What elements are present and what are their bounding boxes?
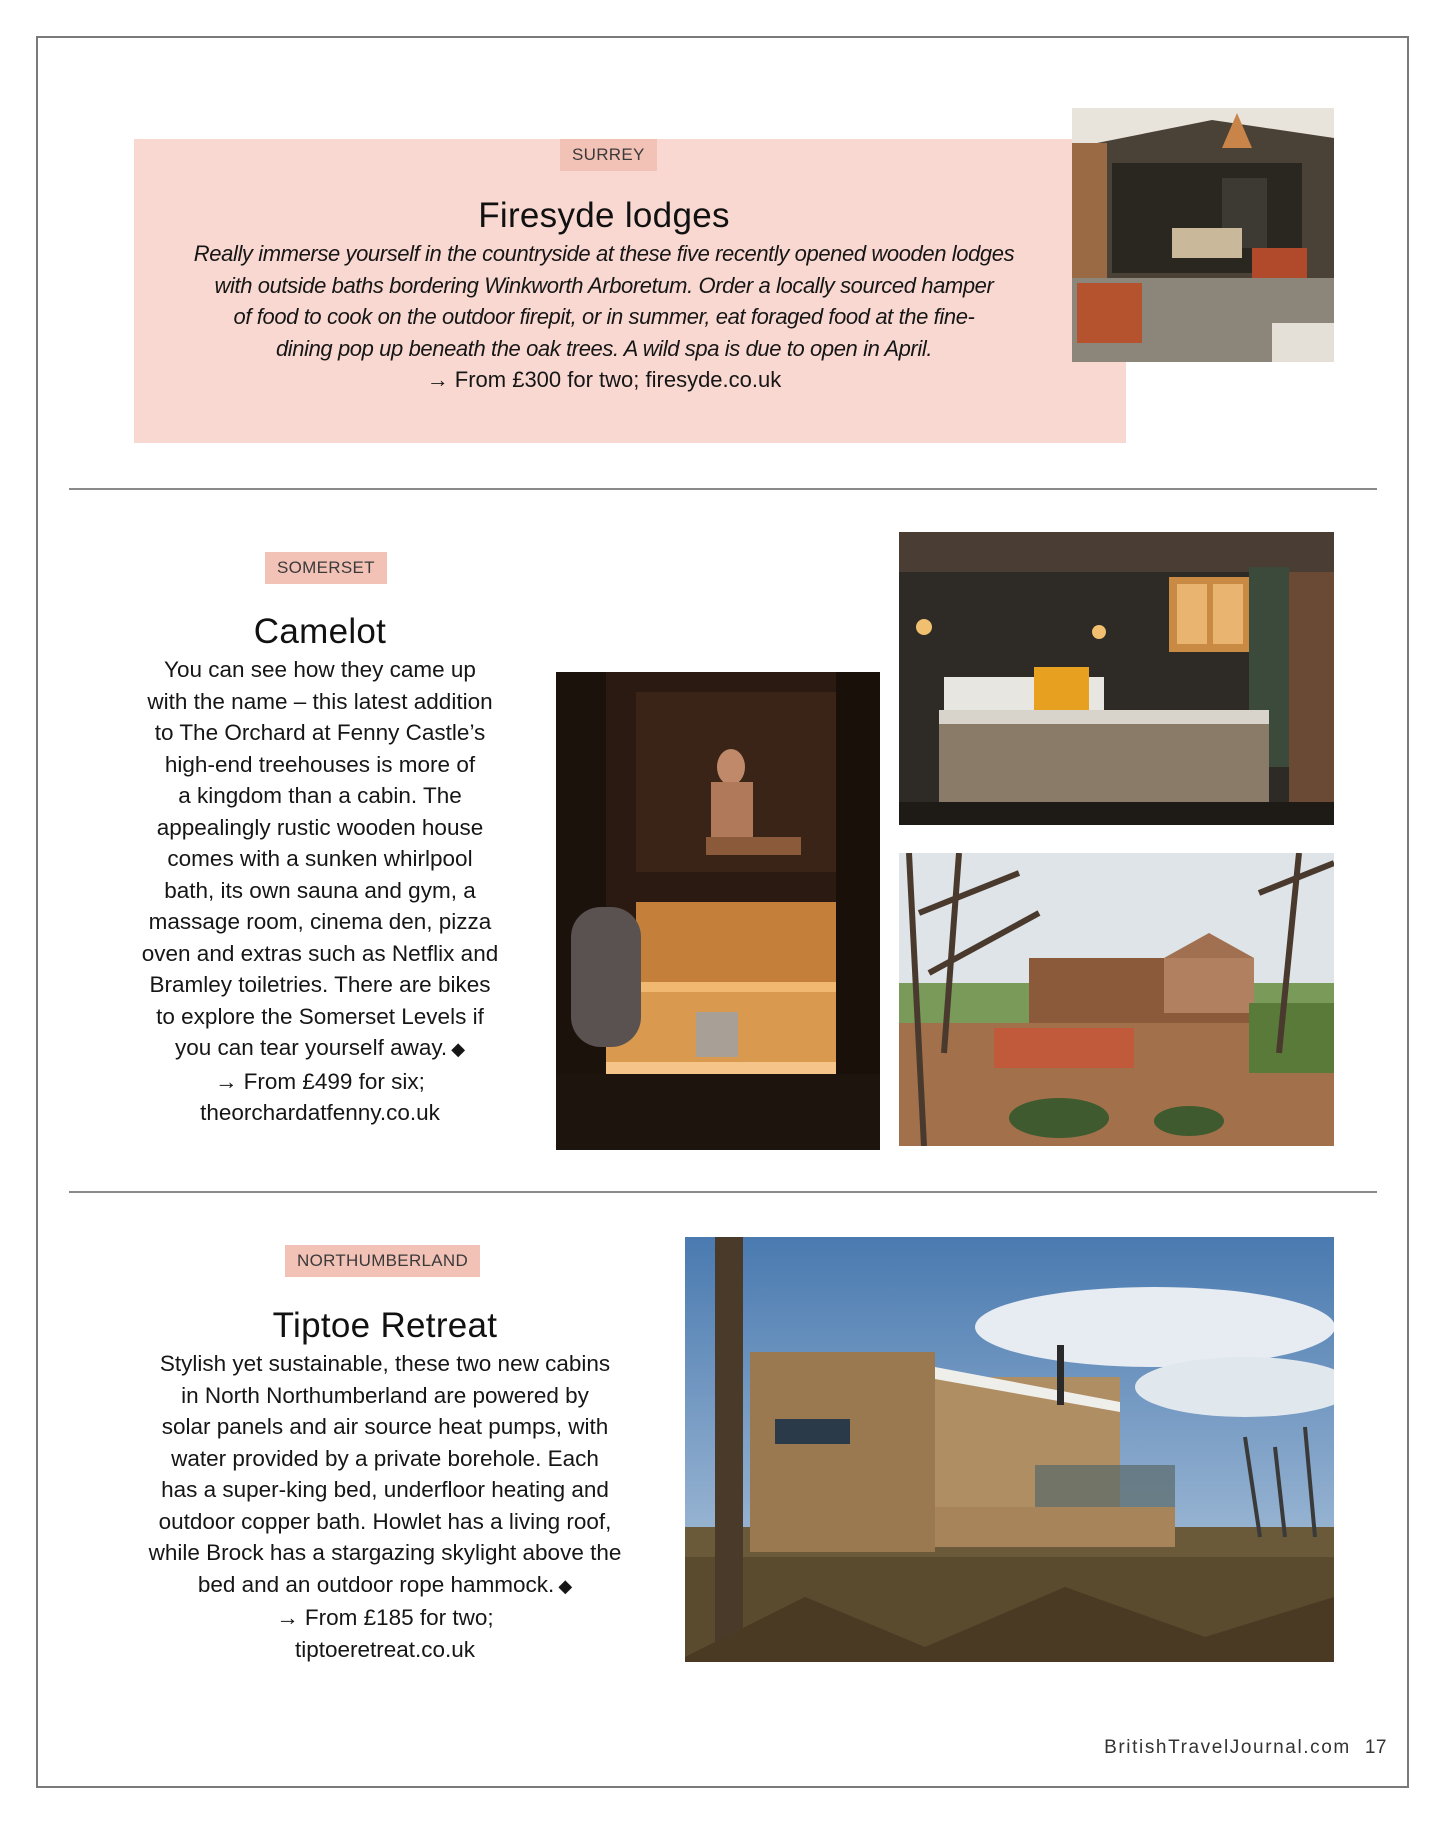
body-line: bath, its own sauna and gym, a <box>164 877 476 903</box>
arrow-right-icon: → <box>276 1605 299 1630</box>
photo-camelot-deck <box>899 853 1334 1146</box>
price-camelot: From £499 for six; <box>243 1068 425 1094</box>
body-line: dining pop up beneath the oak trees. A wild spa is due to open in April. <box>275 335 933 361</box>
body-line: with outside baths bordering Winkworth Arboretum. Order a locally sourced hamper <box>214 272 994 298</box>
region-tag-northumberland: NORTHUMBERLAND <box>285 1245 480 1277</box>
price-tiptoe: From £185 for two; <box>304 1605 494 1630</box>
title-firesyde: Firesyde lodges <box>478 196 730 235</box>
price-line <box>130 1066 510 1098</box>
body-line: to The Orchard at Fenny Castle’s <box>154 720 486 745</box>
body-firesyde <box>160 238 1048 396</box>
end-mark-icon: ◆ <box>558 1575 573 1596</box>
body-line: to explore the Somerset Levels if <box>156 1003 484 1029</box>
end-mark-icon: ◆ <box>451 1039 466 1059</box>
body-line: of food to cook on the outdoor firepit, or in summer, eat foraged food at the fine- <box>233 304 975 329</box>
body-line: Really immerse yourself in the countryside at these five recently opened wooden lodges <box>193 241 1015 266</box>
body-line: Stylish yet sustainable, these two new cabins <box>159 1351 611 1376</box>
region-tag-surrey: SURREY <box>560 139 657 171</box>
body-tiptoe-retreat <box>130 1348 640 1665</box>
body-line: comes with a sunken whirlpool <box>167 846 473 871</box>
photo-camelot-bedroom <box>899 532 1334 825</box>
body-line: has a super-king bed, underfloor heating and <box>161 1477 609 1502</box>
body-camelot <box>130 654 510 1129</box>
body-line: massage room, cinema den, pizza <box>148 909 492 934</box>
body-line <box>130 1569 640 1603</box>
body-line: water provided by a private borehole. Each <box>171 1445 599 1471</box>
section-divider <box>69 488 1377 490</box>
region-tag-somerset: SOMERSET <box>265 552 387 584</box>
body-line <box>130 1032 510 1066</box>
price-line <box>130 1602 640 1634</box>
body-line: solar panels and air source heat pumps, with <box>161 1414 609 1439</box>
page-number: 17 <box>1364 1737 1387 1758</box>
body-line: with the name – this latest addition <box>147 688 493 714</box>
photo-firesyde-lodge <box>1072 108 1334 362</box>
body-line: high-end treehouses is more of <box>164 751 476 777</box>
body-line: a kingdom than a cabin. The <box>178 783 462 808</box>
price-line <box>160 364 1048 396</box>
footer-site[interactable]: BritishTravelJournal.com <box>1104 1737 1351 1758</box>
arrow-right-icon: → <box>426 367 449 392</box>
body-line: oven and extras such as Netflix and <box>141 940 499 966</box>
body-line-text: you can tear yourself away. <box>174 1035 448 1060</box>
body-line: You can see how they came up <box>164 657 476 682</box>
body-line: outdoor copper bath. Howlet has a living roof, <box>158 1508 612 1534</box>
photo-camelot-sauna <box>556 672 880 1150</box>
price-firesyde[interactable]: From £300 for two; firesyde.co.uk <box>454 367 782 392</box>
body-line: in North Northumberland are powered by <box>181 1382 589 1408</box>
title-camelot: Camelot <box>253 612 387 651</box>
page-footer <box>1104 1737 1387 1759</box>
body-line: appealingly rustic wooden house <box>156 814 484 840</box>
body-line: while Brock has a stargazing skylight above the <box>148 1540 622 1565</box>
website-tiptoe[interactable]: tiptoeretreat.co.uk <box>294 1636 476 1662</box>
arrow-right-icon: → <box>215 1068 238 1094</box>
title-tiptoe-retreat: Tiptoe Retreat <box>272 1306 498 1345</box>
website-camelot[interactable]: theorchardatfenny.co.uk <box>200 1100 440 1125</box>
section-divider <box>69 1191 1377 1193</box>
body-line: Bramley toiletries. There are bikes <box>149 972 491 997</box>
photo-tiptoe-cabin <box>685 1237 1334 1662</box>
body-line-text: bed and an outdoor rope hammock. <box>197 1571 555 1597</box>
